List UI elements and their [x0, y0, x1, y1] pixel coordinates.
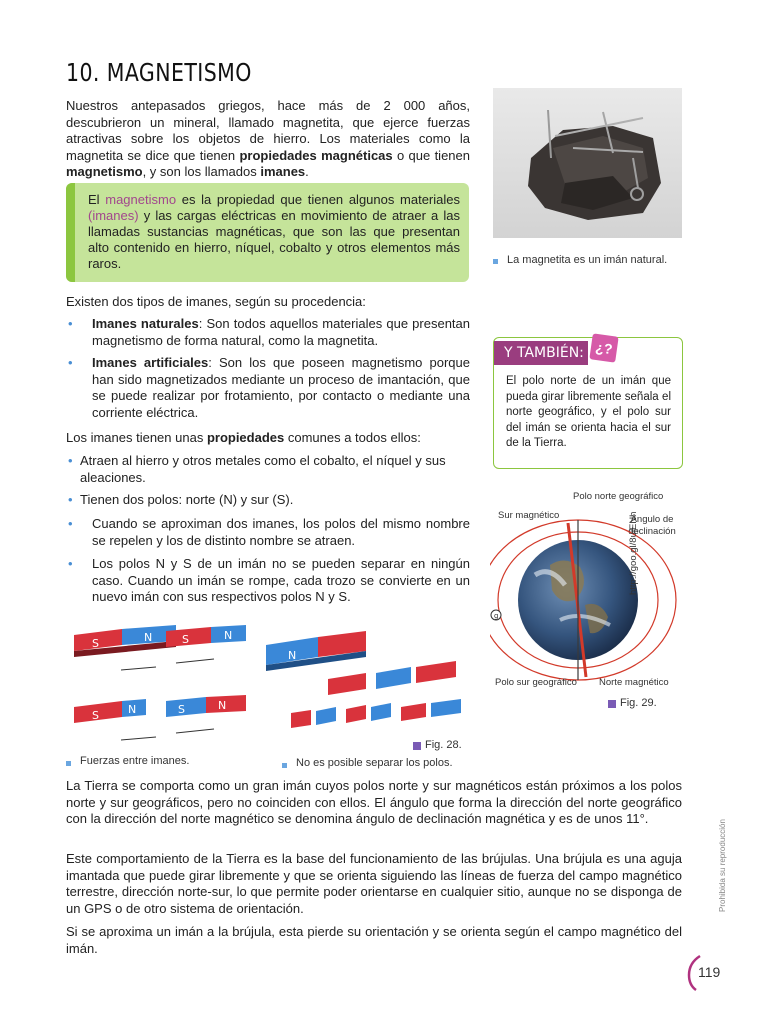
caption-bullet: [493, 259, 498, 264]
property-item: Atraen al hierro y otros metales como el cobalto, el níquel y sus aleaciones.: [80, 453, 446, 485]
definition-part: El: [88, 192, 106, 207]
pole-s-label: S: [178, 703, 185, 716]
body-paragraph: Este comportamiento de la Tierra es la base del funcionamiento de las brújulas. Una brújula es una aguja imantada que puede girar libremente y que se orienta siguiendo las líneas de fuerza del campo magnético terrestre, dirección norte-sur, lo que permite poder orientarse en cualquier sitio, aunque no se disponga de un GPS o de otro sistema de orientación.: [66, 851, 682, 916]
intro-text: , y son los llamados: [142, 164, 261, 179]
definition-term: magnetismo: [105, 192, 177, 207]
body-paragraph: Si se aproxima un imán a la brújula, esta pierde su orientación y se orienta según el campo magnético del imán.: [66, 924, 682, 956]
side-note: Prohibida su reproducción: [718, 819, 727, 912]
magnet-pair-attract: [74, 695, 246, 740]
definition-text: [88, 192, 460, 272]
label-south-magnetic: Sur magnético: [498, 510, 560, 521]
label-north-magnetic: Norte magnético: [599, 677, 669, 688]
intro-bold: propiedades magnéticas: [239, 147, 393, 163]
pole-s-label: S: [182, 633, 189, 646]
intro-bold: magnetismo: [66, 164, 143, 179]
label-north-geographic: Polo norte geográfico: [573, 491, 664, 502]
property-item: Tienen dos polos: norte (N) y sur (S).: [80, 492, 294, 507]
pole-n-label: N: [218, 699, 227, 712]
magnet-pair-repel: [74, 625, 246, 670]
pole-n-label: N: [288, 649, 297, 662]
earth-magnetic-field-diagram: [490, 505, 680, 685]
also-box: [493, 337, 683, 469]
pole-n-label: N: [144, 631, 153, 644]
props-intro: [66, 430, 470, 447]
pole-n-label: N: [128, 703, 137, 716]
property-item: Cuando se aproximan dos imanes, los polos del mismo nombre se repelen y los de distinto nombre se atraen.: [92, 516, 470, 548]
definition-box-accent: [66, 183, 75, 282]
intro-text: Nuestros antepasados griegos, hace más de 2 000 años, descubrieron un mineral, llamado magnetita, que ejerce fuerzas atractivas sobre los objetos de hierro. Los materiales como la magnetita se dice que tienen: [66, 98, 470, 163]
type-name: Imanes naturales: [92, 316, 199, 331]
bullet-icon: •: [68, 355, 73, 370]
fig28-caption-left: Fuerzas entre imanes.: [80, 755, 190, 767]
pole-s-label: S: [92, 637, 99, 650]
definition-box: [66, 183, 469, 282]
type-desc: : Son todos aquellos materiales que presentan magnetismo de forma natural, como la magnetita.: [92, 316, 471, 348]
magnets-illustration: [66, 615, 476, 745]
bullet-icon: •: [68, 453, 73, 468]
question-badge-icon: ¿?: [589, 333, 618, 362]
figure-marker: [413, 742, 421, 750]
magnetite-photo: [493, 88, 682, 238]
definition-part: y las cargas eléctricas en movimiento de atraer a las llamadas sustancias magnéticas, que son las que presentan alto contenido en hierro, níquel, cobalto y otros elementos más raros.: [88, 208, 460, 271]
magnet-broken: [266, 631, 461, 728]
url-label: http://goo.gl/8ujENh: [628, 511, 639, 595]
fig28-caption-right: No es posible separar los polos.: [296, 757, 453, 769]
props-text: comunes a todos ellos:: [284, 430, 421, 445]
bullet-icon: •: [68, 516, 73, 531]
figure-29-label: Fig. 29.: [620, 697, 657, 709]
props-text: Los imanes tienen unas: [66, 430, 207, 445]
also-text: El polo norte de un imán que pueda girar libremente señala el norte geográfico, y el polo sur del imán se orienta hacia el sur de la Tierra.: [506, 375, 671, 449]
type-natural: [92, 316, 470, 349]
magnetite-illustration: [493, 88, 682, 238]
definition-part: es la propiedad que tienen algunos materiales: [176, 192, 461, 207]
figure-28-label: Fig. 28.: [425, 739, 462, 751]
intro-bold: imanes: [260, 164, 306, 179]
svg-text:g: g: [494, 612, 499, 620]
intro-paragraph: [66, 98, 470, 181]
type-desc: : Son los que poseen magnetismo porque han sido magnetizados mediante un proceso de imantación, que se puede realizar por frotamiento, por contacto o mediante una corriente eléctrica.: [92, 355, 470, 420]
intro-text: o que tienen: [392, 147, 470, 163]
type-name: Imanes artificiales: [92, 355, 209, 370]
label-declination-angle: Ángulo de declinación: [628, 514, 676, 537]
bullet-icon: •: [68, 492, 73, 507]
body-paragraph: La Tierra se comporta como un gran imán cuyos polos norte y sur magnéticos están próximos a los polos norte y sur geográficos, pero no coinciden con ellos. El ángulo que forma la dirección del norte geográfico con la dirección del norte magnético se denomina ángulo de declinación magnética y es de unos 11°.: [66, 778, 682, 826]
definition-term: (imanes): [88, 208, 139, 223]
property-item: Los polos N y S de un imán no se pueden separar en ningún caso. Cuando un imán se rompe, cada trozo se convierte en un nuevo imán con sus respectivos polos N y S.: [92, 556, 470, 604]
pole-s-label: S: [92, 709, 99, 722]
types-intro: Existen dos tipos de imanes, según su procedencia:: [66, 294, 366, 309]
bullet-icon: •: [68, 316, 73, 331]
props-bold: propiedades: [206, 430, 285, 445]
figure-marker: [608, 700, 616, 708]
section-title: 10. MAGNETISMO: [66, 58, 252, 87]
intro-text: .: [305, 164, 309, 179]
pole-n-label: N: [224, 629, 233, 642]
page-number: 119: [698, 964, 721, 980]
bullet-icon: •: [68, 556, 73, 571]
caption-bullet: [66, 761, 71, 766]
photo-caption: La magnetita es un imán natural.: [507, 254, 668, 266]
type-artificial: [92, 355, 470, 421]
also-heading: Y TAMBIÉN:: [494, 341, 588, 365]
caption-bullet: [282, 763, 287, 768]
label-south-geographic: Polo sur geográfico: [495, 677, 577, 688]
